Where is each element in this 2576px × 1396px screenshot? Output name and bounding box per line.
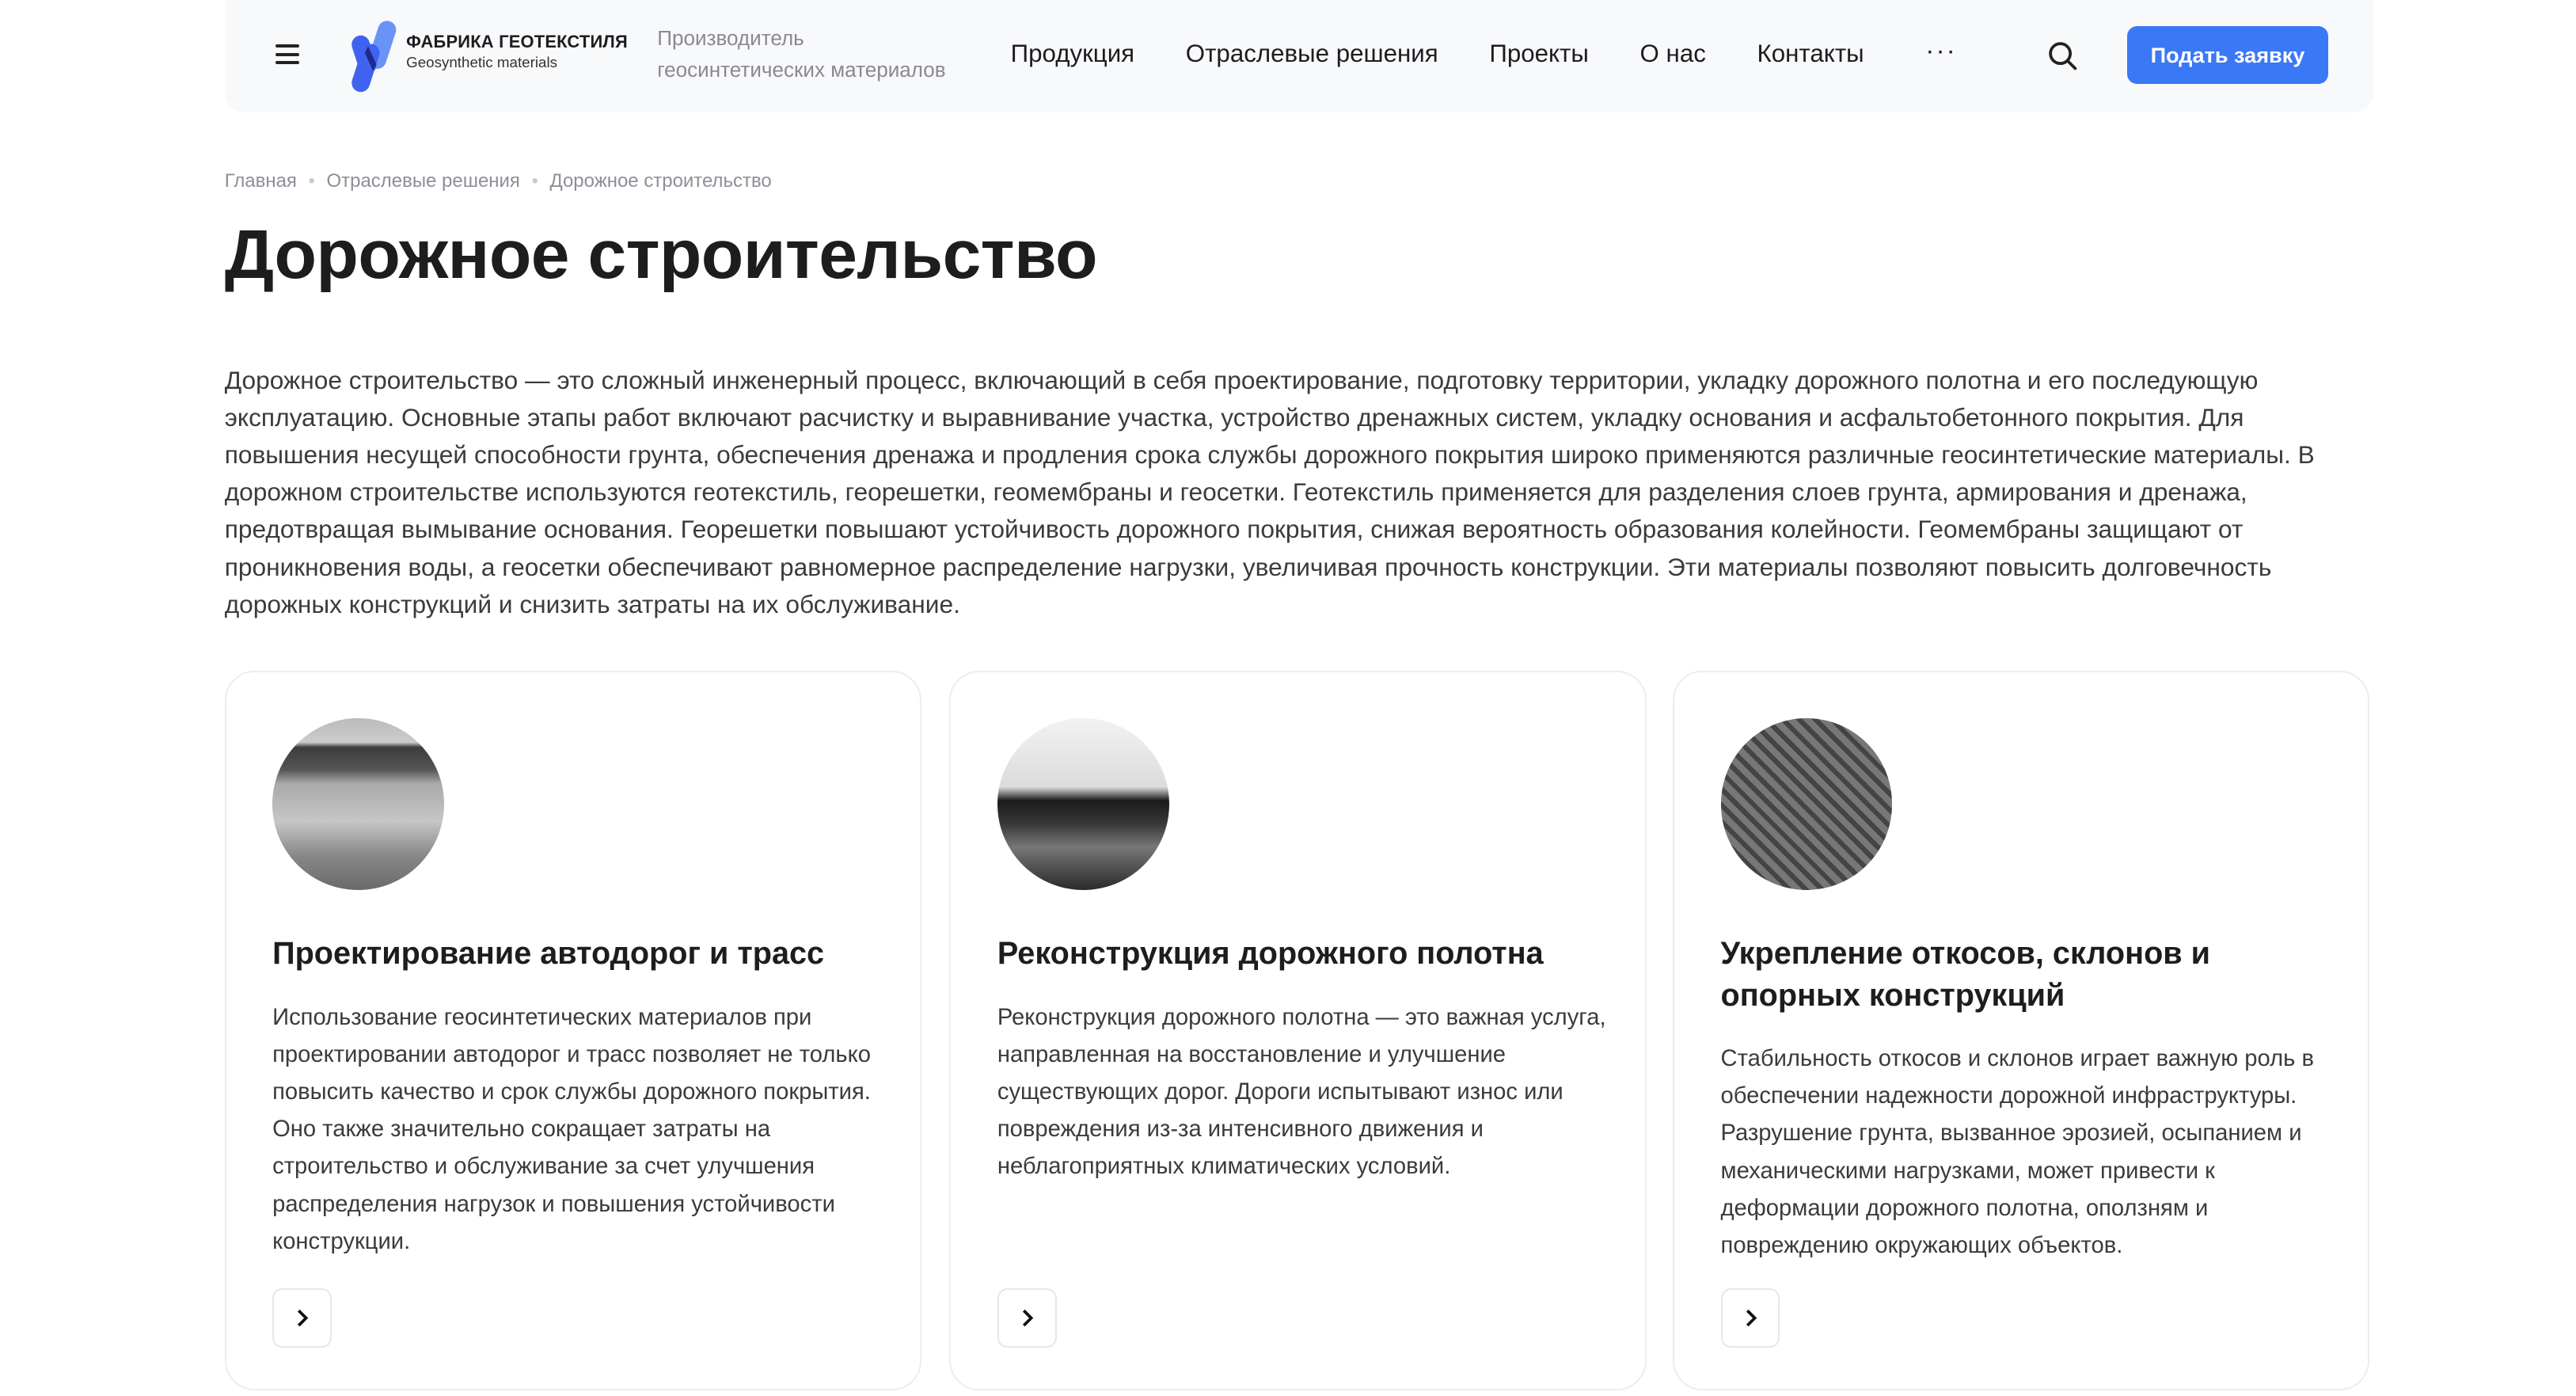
breadcrumb-separator: • xyxy=(531,169,538,192)
menu-icon[interactable] xyxy=(275,44,298,64)
nav-projects[interactable]: Проекты xyxy=(1489,40,1589,68)
breadcrumb-current: Дорожное строительство xyxy=(549,169,772,192)
submit-request-button[interactable]: Подать заявку xyxy=(2127,26,2328,84)
intro-text: Дорожное строительство — это сложный инженерный процесс, включающий в себя проектирование, подготовку территории, укладку дорожного полотна и его последующую эксплуатацию. Основные этапы работ включают расчистку и выравнивание участка, устройство дренажных систем, укладку основания и асфальтобетонного покрытия. Для повышения несущей способности грунта, обеспечения дренажа и продления срока службы дорожного покрытия широко применяются различные геосинтетические материалы. В дорожном строительстве используются геотекстиль, георешетки, геомембраны и геосетки. Геотекстиль применяется для разделения слоев грунта, армирования и дренажа, предотвращая вымывание основания. Георешетки повышают устойчивость дорожного покрытия, снижая вероятность образования колейности. Геомембраны защищают от проникновения воды, а геосетки обеспечивают равномерное распределение нагрузки, увеличивая прочность конструкции. Эти материалы позволяют повысить долговечность дорожных конструкций и снизить затраты на их обслуживание. xyxy=(224,365,2315,618)
brand-title: ФАБРИКА ГЕОТЕКСТИЛЯ xyxy=(406,31,628,51)
tagline xyxy=(657,23,945,86)
nav-contacts[interactable]: Контакты xyxy=(1757,40,1864,68)
tagline-line: Производитель xyxy=(657,26,804,51)
brand-logo[interactable] xyxy=(348,20,401,93)
card-text: Использование геосинтетических материалов при проектировании автодорог и трасс позволяет не только повысить качество и срок службы дорожного покрытия. Оно также значительно сокращает затраты на строительство и обслуживание за счет улучшения распределения нагрузок и повышения устойчивости конструкции. xyxy=(272,1004,871,1254)
solution-card[interactable] xyxy=(949,671,1646,1390)
chevron-right-icon[interactable] xyxy=(272,1288,332,1348)
card-image xyxy=(272,718,444,890)
search-icon[interactable] xyxy=(2048,41,2078,71)
nav-about[interactable]: О нас xyxy=(1639,40,1706,68)
site-header xyxy=(225,0,2373,112)
card-title: Реконструкция дорожного полотна xyxy=(997,936,1544,972)
breadcrumb-industry-solutions[interactable]: Отраслевые решения xyxy=(326,169,520,192)
chevron-right-icon[interactable] xyxy=(1721,1288,1780,1348)
nav-products[interactable]: Продукция xyxy=(1010,40,1135,68)
nav-industry-solutions[interactable]: Отраслевые решения xyxy=(1185,40,1438,68)
card-title: Укрепление откосов, склонов и опорных конструкций xyxy=(1720,936,2210,1013)
card-image xyxy=(997,718,1169,890)
solution-card[interactable] xyxy=(225,671,921,1390)
breadcrumb xyxy=(225,170,772,192)
breadcrumb-home[interactable]: Главная xyxy=(224,169,297,192)
tagline-line: геосинтетических материалов xyxy=(657,57,946,82)
brand-name xyxy=(406,32,628,71)
more-icon[interactable]: ··· xyxy=(1925,36,1957,66)
breadcrumb-separator: • xyxy=(308,169,315,192)
card-text: Стабильность откосов и склонов играет важную роль в обеспечении надежности дорожной инфраструктуры. Разрушение грунта, вызванное эрозией, осыпанием и механическими нагрузками, может привести к деформации дорожного полотна, оползням и повреждению окружающих объектов. xyxy=(1720,1046,2314,1258)
card-text: Реконструкция дорожного полотна — это важная услуга, направленная на восстановление и улучшение существующих дорог. Дороги испытывают износ или повреждения из-за интенсивного движения и неблагоприятных климатических условий. xyxy=(997,1004,1606,1180)
page-title: Дорожное строительство xyxy=(224,215,1097,294)
main-nav xyxy=(1011,40,1864,68)
card-image xyxy=(1721,718,1893,890)
solution-card[interactable] xyxy=(1673,671,2369,1390)
chevron-right-icon[interactable] xyxy=(997,1288,1057,1348)
card-title: Проектирование автодорог и трасс xyxy=(272,936,825,972)
brand-subtitle: Geosynthetic materials xyxy=(406,53,558,70)
